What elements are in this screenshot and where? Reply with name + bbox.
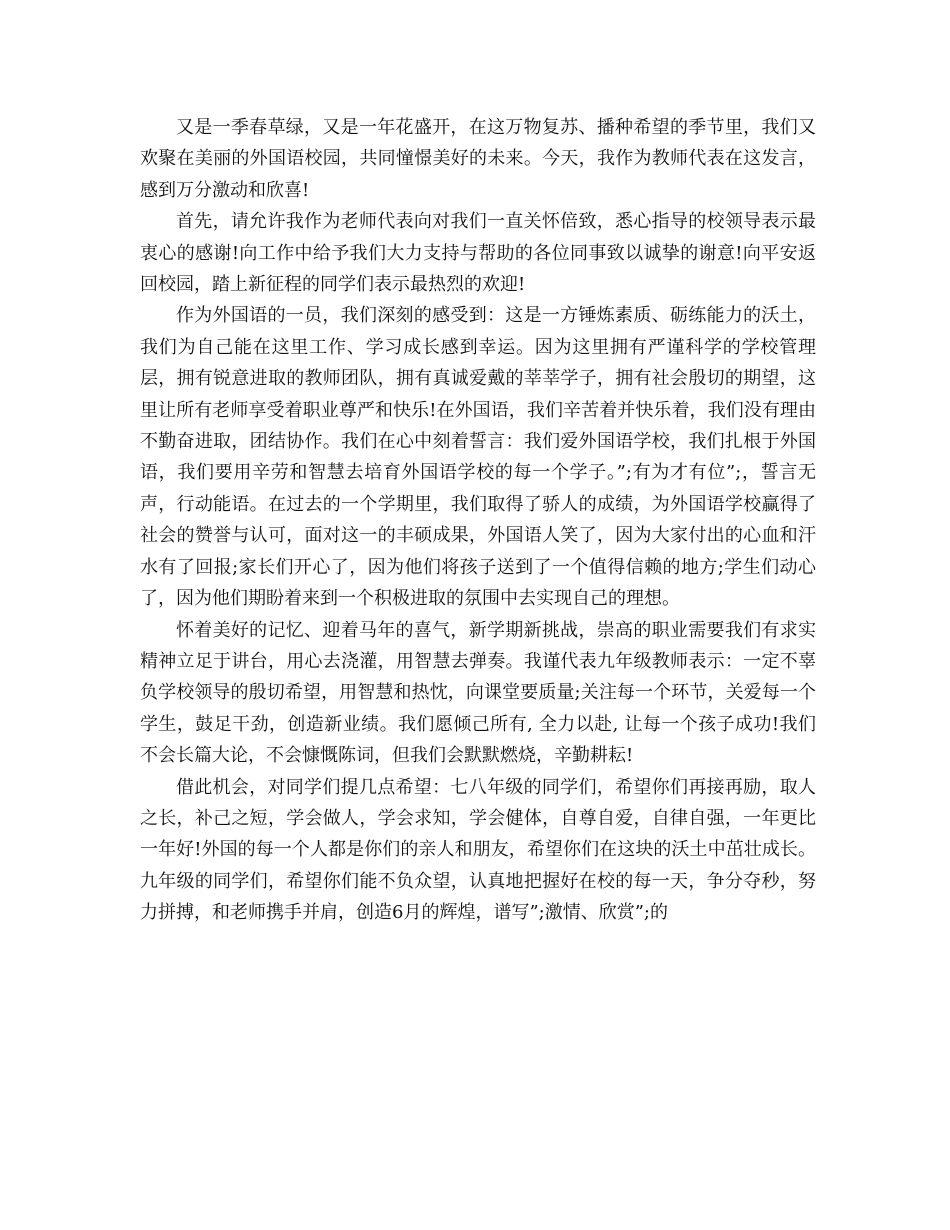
document-body [140,112,816,929]
paragraph-4: 怀着美好的记忆、迎着马年的喜气，新学期新挑战，崇高的职业需要我们有求实精神立足于讲台，用心去浇灌，用智慧去弹奏。我谨代表九年级教师表示：一定不辜负学校领导的殷切希望，用智慧和热忱，向课堂要质量;关注每一个环节，关爱每一个学生，鼓足干劲，创造新业绩。我们愿倾己所有, 全力以赴, 让每一个孩子成功!我们不会长篇大论，不会慷慨陈词，但我们会默默燃烧，辛勤耕耘! [140,619,816,767]
paragraph-1: 又是一季春草绿，又是一年花盛开，在这万物复苏、播种希望的季节里，我们又欢聚在美丽的外国语校园，共同憧憬美好的未来。今天，我作为教师代表在这发言，感到万分激动和欣喜! [140,117,816,201]
paragraph-5: 借此机会，对同学们提几点希望：七八年级的同学们，希望你们再接再励，取人之长，补己之短，学会做人，学会求知，学会健体，自尊自爱，自律自强，一年更比一年好!外国的每一个人都是你们的亲人和朋友，希望你们在这块的沃土中茁壮成长。九年级的同学们，希望你们能不负众望，认真地把握好在校的每一天，争分夺秒，努力拼搏，和老师携手并肩，创造6月的辉煌，谱写”;激情、欣赏”;的 [140,776,816,924]
paragraph-3: 作为外国语的一员，我们深刻的感受到：这是一方锤炼素质、砺练能力的沃土，我们为自己能在这里工作、学习成长感到幸运。因为这里拥有严谨科学的学校管理层，拥有锐意进取的教师团队，拥有真诚爱戴的莘莘学子，拥有社会殷切的期望，这里让所有老师享受着职业尊严和快乐!在外国语，我们辛苦着并快乐着，我们没有理由不勤奋进取，团结协作。我们在心中刻着誓言：我们爱外国语学校，我们扎根于外国语，我们要用辛劳和智慧去培育外国语学校的每一个学子。”;有为才有位”;，誓言无声，行动能语。在过去的一个学期里，我们取得了骄人的成绩，为外国语学校赢得了社会的赞誉与认可，面对这一的丰硕成果，外国语人笑了，因为大家付出的心血和汗水有了回报;家长们开心了，因为他们将孩子送到了一个值得信赖的地方;学生们动心了，因为他们期盼着来到一个积极进取的氛围中去实现自己的理想。 [140,305,816,610]
paragraph-2: 首先，请允许我作为老师代表向对我们一直关怀倍致，悉心指导的校领导表示最衷心的感谢!向工作中给予我们大力支持与帮助的各位同事致以诚挚的谢意!向平安返回校园，踏上新征程的同学们表示最热烈的欢迎! [140,211,816,296]
